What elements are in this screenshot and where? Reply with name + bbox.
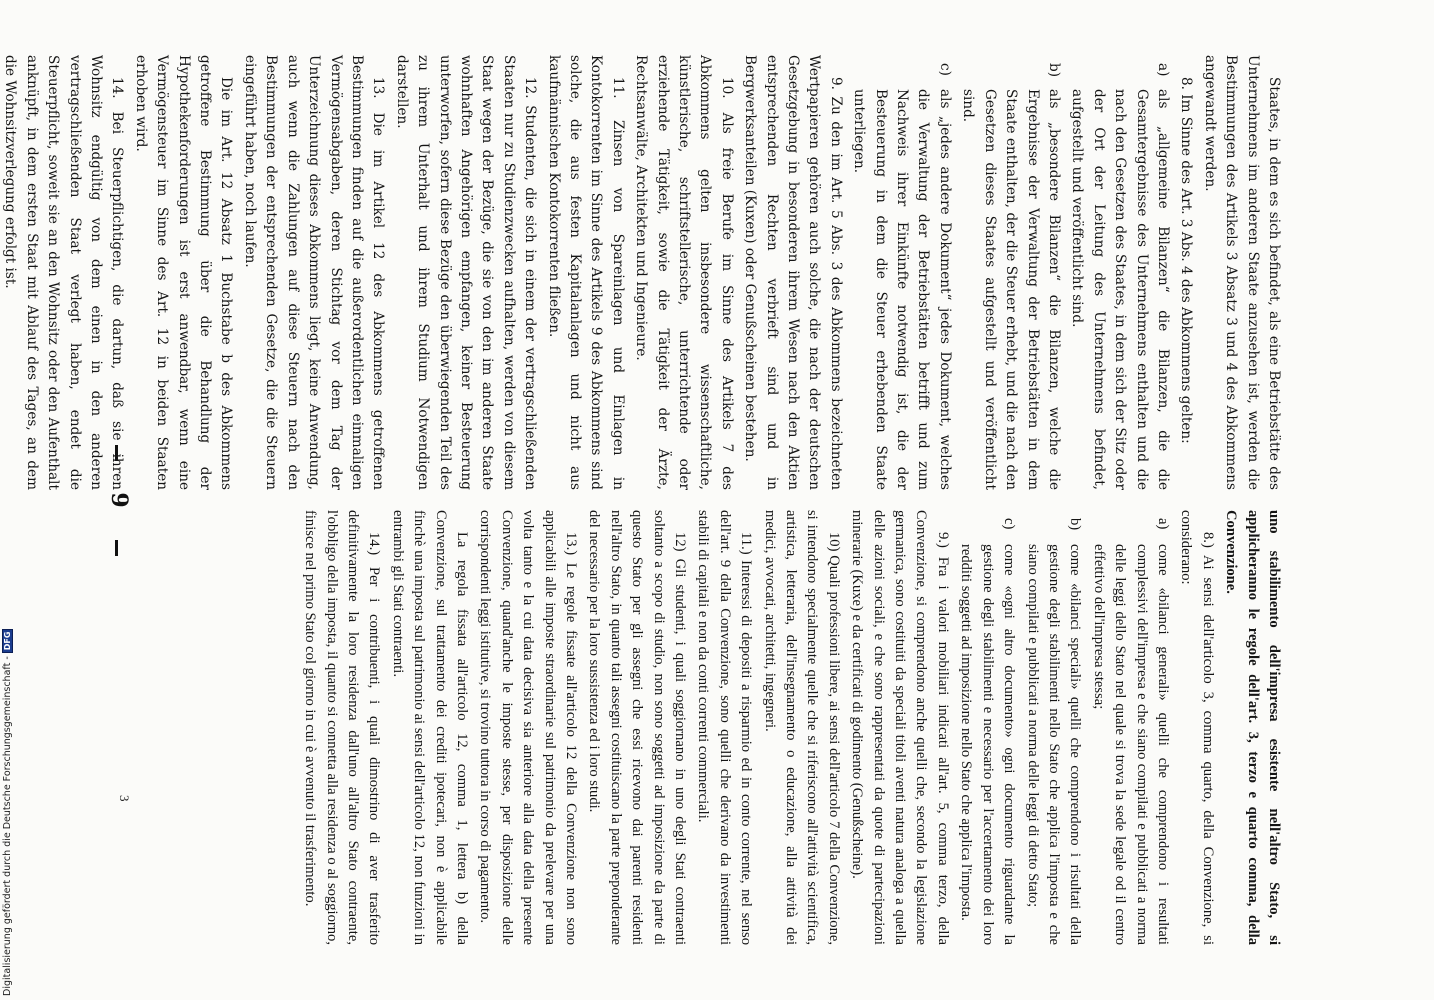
it-item-b-label: b) bbox=[1067, 518, 1084, 531]
de-item-a-label: a) bbox=[1154, 63, 1171, 77]
de-item-b-label: b) bbox=[1045, 63, 1062, 78]
sheet-number: 3 bbox=[117, 795, 132, 802]
it-paragraph-9: 9.) Fra i valori mobiliari indicati all'art. 5, comma terzo, della Convenzione, si comprendono anche quelli che, secondo la legislazione germanica, sono costituiti da speciali titoli aventi natura analoga a quella delle azioni sociali, e che sono rappresentati da quote di partecipazioni minerarie (Kuxe) e da certificati di godimento (Genußscheine). bbox=[849, 510, 951, 945]
it-item-c bbox=[955, 510, 1019, 945]
de-item-c-text: als „jedes andere Dokument“ jedes Dokument, welches die Verwaltung der Betriebstätten betrifft und zum Nachweis ihrer Einkünfte notwendig ist, die der Besteuerung in dem die Steuer erhebenden Staate unterliegen. bbox=[851, 89, 953, 490]
it-item-a bbox=[1087, 510, 1173, 945]
it-paragraph-11: 11.) Interessi di depositi a risparmio ed in conto corrente, nel senso dell'art. 9 della Convenzione, sono quelli che derivano da investimenti stabili di capitali e non da conti correnti commerciali. bbox=[695, 510, 755, 945]
de-paragraph-13a: 13. Die im Artikel 12 des Abkommens getroffenen Bestimmungen finden auf die außerordentlichen einmaligen Vermögensabgaben, deren Stichtag vor dem Tag der Unterzeichnung dieses Abkommens liegt, keine Anwendung, auch wenn die Zahlungen auf diese Steuern nach den Bestimmungen der entsprechenden Gesetze, die die Steuern eingeführt haben, noch laufen. bbox=[241, 55, 387, 490]
it-item-a-text: come «bilanci generali» quelli che comprendono i resultati complessivi dell'impresa e che siano compilati e pubblicati a norma delle leggi dello Stato nel quale si trova la sede legale od il centro effettivo dell'impresa stessa; bbox=[1090, 544, 1171, 945]
it-item-a-label: a) bbox=[1154, 518, 1171, 530]
de-item-c-label: c) bbox=[936, 63, 953, 76]
digitization-note-text: Digitalisierung gefördert durch die Deutsche Forschungsgemeinschaft - bbox=[2, 656, 13, 996]
it-paragraph-intro: uno stabilimento dell'impresa esistente nell'altro Stato, si applicheranno le regole dell'art. 3, terzo e quarto comma, della Convenzione. bbox=[1223, 510, 1282, 945]
dfg-logo: DFG bbox=[2, 629, 13, 654]
it-paragraph-13b: La regola fissata all'articolo 12, comma 1, lettera b) della Convenzione, sul trattamento dei crediti ipotecari, non è applicabile finchè una imposta sul patrimonio ai sensi dell'articolo 12, non funzioni in entrambi gli Stati contraenti. bbox=[389, 510, 470, 945]
it-paragraph-10: 10) Quali professioni libere, ai sensi dell'articolo 7 della Convenzione, si intendono specialmente quelle che si riferiscono all'attività scientifica, artistica, letteraria, dell'insegnamento o educazione, alla attività dei medici, avvocati, architetti, ingegneri. bbox=[761, 510, 842, 945]
de-item-c bbox=[848, 55, 955, 490]
de-paragraph-10: 10. Als freie Berufe im Sinne des Artikels 7 des Abkommens gelten insbesondere wissenschaftliche, künstlerische, schriftstellerische, unterrichtende oder erziehende Tätigkeit, sowie die Tätigkeit der Ärzte, Rechtsanwälte, Architekten und Ingenieure. bbox=[633, 55, 735, 490]
it-item-c-label: c) bbox=[1001, 518, 1018, 530]
header-dash bbox=[115, 540, 118, 556]
it-item-b-text: come «bilanci speciali» quelli che comprendono i risultati della gestione degli stabilimenti nello Stato che applica l'imposta e che siano compilati e pubblicati a norma delle leggi di detto Stato; bbox=[1024, 544, 1084, 945]
de-item-b bbox=[957, 55, 1064, 490]
de-paragraph-14: 14. Bei Steuerpflichtigen, die dartun, daß sie ihren Wohnsitz endgültig von dem einen in den anderen vertragschließenden Staat verlegt haben, endet die Steuerpflicht, soweit sie an den Wohnsitz oder den Aufenthalt anknüpft, in dem ersten Staat mit Ablauf des Tages, an dem die Wohnsitzverlegung erfolgt ist. bbox=[2, 55, 126, 490]
german-column bbox=[2, 55, 1284, 490]
de-paragraph-12: 12. Studenten, die sich in einem der vertragschließenden Staaten nur zu Studienzwecken aufhalten, werden von diesem Staat wegen der Bezüge, die sie von den im anderen Staate wohnhaften Angehörigen empfangen, keiner Besteuerung unterworfen, sofern diese Bezüge den überwiegenden Teil des zu ihrem Unterhalt und ihrem Studium Notwendigen darstellen. bbox=[393, 55, 539, 490]
it-paragraph-14: 14.) Per i contribuenti, i quali dimostrino di aver trasferito definitivamente la loro residenza dall'uno all'altro Stato contraente, l'obbligo della imposta, il quanto si connetta alla residenza o al soggiorno, finisce nel primo Stato col giorno in cui è avvenuto il trasferimento. bbox=[302, 510, 383, 945]
it-paragraph-13a: 13.) Le regole fissate all'articolo 12 della Convenzione non sono applicabili alle imposte straordinarie sul patrimonio da prelevare per una volta tanto e la cui data decisiva sia anteriore alla data della presente Convenzione, quand'anche le imposte stesse, per disposizione delle corrispondenti leggi istitutive, si trovino tuttora in corso di pagamento. bbox=[477, 510, 579, 945]
de-paragraph-11: 11. Zinsen von Spareinlagen und Einlagen in Kontokorrenten im Sinne des Artikels 9 des Abkommens sind solche, die aus festen Kapitalanlagen und nicht aus kaufmännischen Kontokorrenten fließen. bbox=[545, 55, 626, 490]
it-paragraph-12: 12) Gli studenti, i quali soggiornano in uno degli Stati contraenti soltanto a scopo di studio, non sono soggetti ad imposizione da parte di questo Stato per gli assegni che essi ricevono dai parenti residenti nell'altro Stato, in quanto tali assegni costituiscano la parte preponderante del necessario per la loro sussistenza ed i loro studi. bbox=[586, 510, 689, 945]
digitization-note bbox=[2, 631, 14, 996]
de-paragraph-9: 9. Zu den im Art. 5 Abs. 3 des Abkommens bezeichneten Wertpapieren gehören auch solche, die nach der deutschen Gesetzgebung in besonderen ihrem Wesen nach den Aktien entsprechenden Rechten verbrieft sind und in Bergwerksanteilen (Kuxen) oder Genußscheinen bestehen. bbox=[742, 55, 844, 490]
italian-column bbox=[149, 510, 1284, 945]
it-paragraph-8: 8.) Ai sensi dell'articolo 3, comma quarto, della Convenzione, si considerano: bbox=[1178, 510, 1216, 945]
it-item-c-text: come «ogni altro documento» ogni documento riguardante la gestione degli stabilimenti e necessario per l'accertamento dei loro redditi soggetti ad imposizione nello Stato che applica l'imposta. bbox=[958, 544, 1018, 945]
it-item-b bbox=[1021, 510, 1085, 945]
de-paragraph-8: 8. Im Sinne des Art. 3 Abs. 4 des Abkommens gelten: bbox=[1178, 77, 1195, 444]
de-item-b-text: als „besondere Bilanzen“ die Bilanzen, welche die Ergebnisse der Verwaltung der Betriebstätten in dem Staate enthalten, der die Steuer erhebt, und die nach den Gesetzen dieses Staates aufgestellt und veröffentlicht sind. bbox=[960, 89, 1062, 490]
de-paragraph-13b: Die im Art. 12 Absatz 1 Buchstabe b des Abkommens getroffene Bestimmung über die Behandlung der Hypothekenforderungen ist erst anwendbar, wenn eine Vermögensteuer im Sinne des Art. 12 in beiden Staaten erhoben wird. bbox=[132, 55, 235, 490]
de-item-a-text: als „allgemeine Bilanzen“ die Bilanzen, die die Gesamtergebnisse des Unternehmens enthalten und die nach den Gesetzen des Staates, in dem sich der Sitz oder der Ort der Leitung des Unternehmens befindet, aufgestellt und veröffentlicht sind. bbox=[1069, 89, 1171, 490]
page-number: 9 bbox=[106, 492, 132, 508]
de-paragraph-intro: Staates, in dem es sich befindet, als eine Betriebstätte des Unternehmens im anderen Staate anzusehen ist, werden die Bestimmungen des Artikels 3 Absatz 3 und 4 des Abkommens angewandt werden. bbox=[1201, 55, 1282, 490]
de-item-a bbox=[1066, 55, 1173, 490]
